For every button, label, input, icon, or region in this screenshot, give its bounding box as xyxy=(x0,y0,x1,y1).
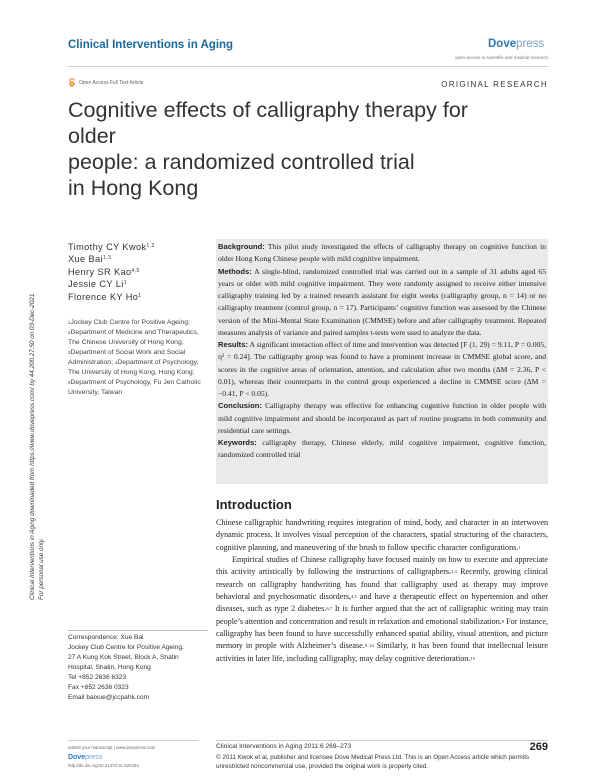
publisher-logo-light: press xyxy=(516,38,545,50)
title-line-2: people: a randomized controlled trial xyxy=(68,150,415,174)
doi-link[interactable]: http://dx.doi.org/10.2147/CIA.S20334 xyxy=(68,763,139,768)
abstract-methods: Methods: A single-blind, randomized controlled trial was carried out in a sample of 31 adults aged 65 years or older with mild cognitive impairment. They were randomly assigned to receive either intensive calligraphy training led by a trained research assistant for eight weeks (calligraphy group, n = 14) or no calligraphy treatment (control group, n = 17). Participants’ cognitive function was assessed by the Chinese version of the Mini-Mental State Examination (CMMSE) before and after calligraphy treatment. Repeated measures analysis of variance and paired samples t-tests were used to analyze the data. xyxy=(218,266,546,337)
title-line-3: in Hong Kong xyxy=(68,176,199,200)
abstract-conclusion: Conclusion: Calligraphy therapy was effective for enhancing cognitive function in older people with mild cognitive impairment and should be incorporated as part of routine programs in both community and residential care settings. xyxy=(218,401,546,435)
footer-divider-right xyxy=(216,740,548,741)
page-number: 269 xyxy=(529,741,548,753)
publisher-logo xyxy=(488,38,544,50)
footer-citation: Clinical Interventions in Aging 2011:6 269–273 xyxy=(216,743,352,750)
title-line-1: Cognitive effects of calligraphy therapy for older xyxy=(68,98,468,148)
author-list xyxy=(68,241,208,303)
open-access-lock-icon xyxy=(68,78,76,87)
download-watermark xyxy=(14,160,58,600)
introduction-text xyxy=(216,517,548,665)
abstract-box xyxy=(216,239,548,484)
download-note: Clinical Interventions in Aging downloaded from https://www.dovepress.com/ by 44.200.27.50 on 03-Dec-2021 xyxy=(29,293,36,600)
article-title xyxy=(68,97,508,201)
affiliations: $^1$Jockey Club Centre for Positive Ageing; $^2$Department of Medicine and Therapeutics, The Chinese University of Hong Kong; $^3$Department of Social Work and Social Administration; $^4$Department of Psychology, The University of Hong Kong, Hong Kong; $^5$Department of Psychology, Fu Jen Catholic University, Taiwan xyxy=(68,319,201,396)
author: Henry SR Kao$^{4,5}$ xyxy=(68,266,140,277)
personal-use-note: For personal use only. xyxy=(38,538,45,600)
author: Xue Bai$^{1,3}$ xyxy=(68,254,112,265)
abstract-background: Background: This pilot study investigated the effects of calligraphy therapy on cognitive function in older Hong Kong Chinese people with mild cognitive impairment. xyxy=(218,242,546,264)
author: Timothy CY Kwok$^{1,2}$ xyxy=(68,242,155,252)
license-text: © 2011 Kwok et al, publisher and licensee Dove Medical Press Ltd. This is an Open Access article which permits unrestricted noncommercial use, provided the original work is properly cited. xyxy=(216,754,530,770)
abstract-results: Results: A significant interaction effect of time and intervention was detected [F (1, 29) = 9.11, P = 0.005, η² = 0.24]. The calligraphy group was found to have a prominent increase in CMMSE global score, and scores in the cognitive areas of orientation, attention, and calculation after two months (ΔM = 2.36, P < 0.01), whereas their counterparts in the control group experienced a decline in CMMSE score (ΔM = −0.41, P < 0.05). xyxy=(218,340,546,398)
article-type: ORIGINAL RESEARCH xyxy=(441,80,548,89)
correspondence-divider xyxy=(68,630,208,631)
correspondence-email[interactable]: Email baixue@jccpahk.com xyxy=(68,694,150,701)
section-heading: Introduction xyxy=(216,497,292,512)
correspondence: Correspondence: Xue Bai Jockey Club Centre for Positive Ageing, 27 A Kung Kok Street, Block A, Shatin Hospital, Shatin, Hong Kong Tel +852 2636 6323 Fax +852 2636 0323 Email baixue@jccpahk.com xyxy=(68,633,213,703)
header-divider xyxy=(68,66,548,67)
paragraph: Empirical studies of Chinese calligraphy have focused mainly on how to execute and appreciate this activity artistically by following the instructions of calligraphers.$^{2,3}$ Recently, growing clinical research on calligraphy handwriting has found that calligraphy used as therapy may improve behavioral and psychosomatic disorders,$^{4,5}$ and have a therapeutic effect on hypertension and other diseases, such as type 2 diabetes.$^{6,7}$ It is further argued that the act of calligraphic writing may train people’s attention and concentration and result in relaxation and emotional stabilization.$^8$ For instance, calligraphy has been found to have successfully enhanced spatial ability, visual attention, and picture memory in people with Alzheimer’s disease.$^{9-14}$ Similarly, it has been found that intellectual leisure activities in later life, including calligraphy, may delay cognitive deterioration.$^{15}$ xyxy=(216,555,548,663)
author: Jessie CY Li$^1$ xyxy=(68,279,127,290)
paragraph: Chinese calligraphic handwriting requires integration of mind, body, and character in an interwoven dynamic process. It involves visual perception of the characters, spatial structuring of the characters, cognitive planning, and maneuvering of the brush to follow specific character configurations.$^1$ xyxy=(216,518,548,552)
open-access-label: Open Access Full Text Article xyxy=(79,80,144,86)
publisher-logo-strong: Dove xyxy=(488,38,517,50)
abstract-text xyxy=(216,239,548,462)
publisher-tagline: open access to scientific and medical research xyxy=(454,55,548,60)
abstract-keywords: Keywords: calligraphy therapy, Chinese elderly, mild cognitive impairment, cognitive function, randomized controlled trial xyxy=(218,438,546,460)
author: Florence KY Ho$^1$ xyxy=(68,291,142,302)
footer-publisher-logo: Dovepress xyxy=(68,754,103,761)
submit-manuscript-link[interactable]: submit your manuscript | www.dovepress.com xyxy=(68,745,156,750)
footer-divider-left xyxy=(68,740,198,741)
journal-name: Clinical Interventions in Aging xyxy=(68,39,234,51)
